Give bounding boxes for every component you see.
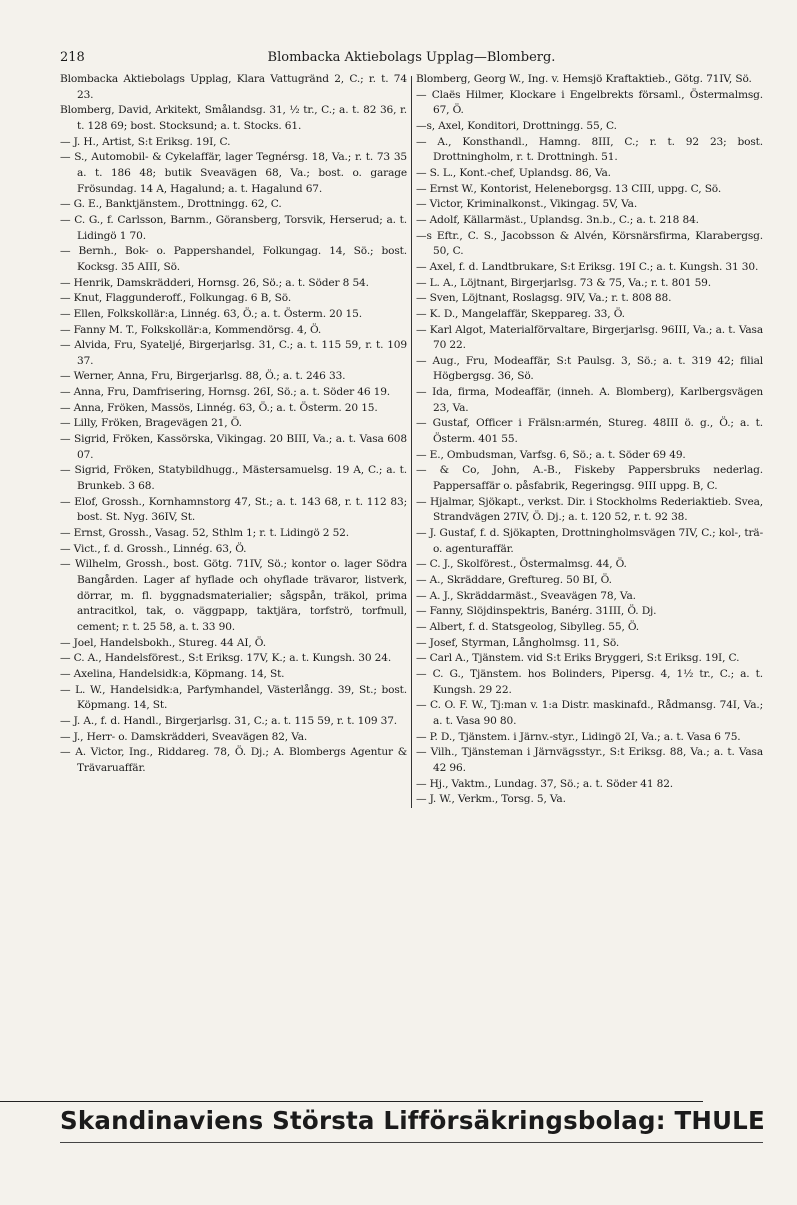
directory-entry: — Anna, Fröken, Massös, Linnég. 63, Ö.; a. t. Österm. 20 15. xyxy=(60,401,378,414)
directory-entry: — J. Gustaf, f. d. Sjökapten, Drottningholmsvägen 7IV, C.; kol-, trä- o. agenturaffär. xyxy=(416,527,763,555)
directory-columns xyxy=(60,72,763,808)
footer-rule-bottom xyxy=(60,1142,763,1143)
directory-entry: — J. H., Artist, S:t Eriksg. 19I, C. xyxy=(60,135,231,148)
directory-entry: — Vilh., Tjänsteman i Järnvägsstyr., S:t Eriksg. 88, Va.; a. t. Vasa 42 96. xyxy=(416,746,763,774)
directory-entry: — Alvida, Fru, Syateljé, Birgerjarlsg. 31, C.; a. t. 115 59, r. t. 109 37. xyxy=(60,339,407,367)
directory-entry: — Hj., Vaktm., Lundag. 37, Sö.; a. t. Söder 41 82. xyxy=(416,777,674,790)
directory-entry: — C. G., f. Carlsson, Barnm., Göransberg, Torsvik, Herserud; a. t. Lidingö 1 70. xyxy=(60,213,407,242)
directory-entry: Blomberg, David, Arkitekt, Smålandsg. 31, ½ tr., C.; a. t. 82 36, r. t. 128 69; bost. Stocksund; a. t. Stocks. 61. xyxy=(60,104,407,132)
directory-entry: — A. J., Skräddarmäst., Sveavägen 78, Va. xyxy=(416,589,636,602)
directory-entry: — A., Konsthandl., Hamng. 8III, C.; r. t. 92 23; bost. Drottningholm, r. t. Drottningh. 51. xyxy=(416,135,763,164)
directory-entry: —s, Axel, Konditori, Drottningg. 55, C. xyxy=(416,119,617,132)
directory-entry: — Fanny, Slöjdinspektris, Banérg. 31III, Ö. Dj. xyxy=(416,605,657,618)
directory-entry: — A. Victor, Ing., Riddareg. 78, Ö. Dj.; A. Blombergs Agentur & Trävaruaffär. xyxy=(60,746,407,774)
directory-entry: — Karl Algot, Materialförvaltare, Birgerjarlsg. 96III, Va.; a. t. Vasa 70 22. xyxy=(416,323,763,352)
directory-entry: — Sven, Löjtnant, Roslagsg. 9IV, Va.; r. t. 808 88. xyxy=(416,292,672,305)
directory-entry: — Axel, f. d. Landtbrukare, S:t Eriksg. 19I C.; a. t. Kungsh. 31 30. xyxy=(416,260,759,273)
directory-entry: — C. J., Skolförest., Östermalmsg. 44, Ö. xyxy=(416,558,627,571)
directory-entry: — Joel, Handelsbokh., Stureg. 44 AI, Ö. xyxy=(60,636,266,649)
directory-entry: Blombacka Aktiebolags Upplag, Klara Vattugränd 2, C.; r. t. 74 23. xyxy=(60,73,407,101)
directory-entry: — E., Ombudsman, Varfsg. 6, Sö.; a. t. Söder 69 49. xyxy=(416,448,686,461)
footer-rule-top xyxy=(0,1101,703,1102)
directory-entry: — Elof, Grossh., Kornhamnstorg 47, St.; a. t. 143 68, r. t. 112 83; bost. St. Nyg. 36IV, St. xyxy=(60,495,407,524)
directory-entry: — Ernst, Grossh., Vasag. 52, Sthlm 1; r. t. Lidingö 2 52. xyxy=(60,527,349,540)
running-title: Blombacka Aktiebolags Upplag—Blomberg. xyxy=(267,50,556,65)
directory-entry: — Bernh., Bok- o. Pappershandel, Folkungag. 14, Sö.; bost. Kocksg. 35 AIII, Sö. xyxy=(60,245,407,273)
directory-entry: — Albert, f. d. Statsgeolog, Sibylleg. 55, Ö. xyxy=(416,620,640,633)
directory-entry: — Claës Hilmer, Klockare i Engelbrekts församl., Östermalmsg. 67, Ö. xyxy=(416,88,763,117)
directory-entry: — C. O. F. W., Tj:man v. 1:a Distr. maskinafd., Rådmansg. 74I, Va.; a. t. Vasa 90 80. xyxy=(416,699,763,727)
directory-entry: — Wilhelm, Grossh., bost. Götg. 71IV, Sö.; kontor o. lager Södra Bangården. Lager af hyflade och ohyflade trävaror, listverk, dörrar, m. fl. byggnadsmaterialier; sågspån, träkol, prima antracitkol, tak, o. väggpapp, taktjära, torfströ, torfmull, cement; r. t. 25 58, a. t. 33 90. xyxy=(60,558,407,633)
directory-entry: — Aug., Fru, Modeaffär, S:t Paulsg. 3, Sö.; a. t. 319 42; filial Högbergsg. 36, Sö. xyxy=(416,354,763,383)
directory-entry: — P. D., Tjänstem. i Järnv.-styr., Lidingö 2I, Va.; a. t. Vasa 6 75. xyxy=(416,730,741,743)
directory-entry: — J. A., f. d. Handl., Birgerjarlsg. 31, C.; a. t. 115 59, r. t. 109 37. xyxy=(60,714,398,727)
directory-entry: — Sigrid, Fröken, Statybildhugg., Mästersamuelsg. 19 A, C.; a. t. Brunkeb. 3 68. xyxy=(60,464,407,493)
directory-entry: — Ida, firma, Modeaffär, (inneh. A. Blomberg), Karlbergsvägen 23, Va. xyxy=(416,386,763,414)
directory-entry: —s Eftr., C. S., Jacobsson & Alvén, Körsnärsfirma, Klarabergsg. 50, C. xyxy=(416,229,763,258)
directory-entry: — & Co, John, A.-B., Fiskeby Pappersbruks nederlag. Pappersaffär o. påsfabrik, Regeringsg. 9III uppg. B, C. xyxy=(416,464,763,493)
directory-entry: — C. G., Tjänstem. hos Bolinders, Pipersg. 4, 1½ tr., C.; a. t. Kungsh. 29 22. xyxy=(416,667,763,696)
directory-entry: — S., Automobil- & Cykelaffär, lager Tegnérsg. 18, Va.; r. t. 73 35 a. t. 186 48; butik Sveavägen 68, Va.; bost. o. garage Frösundag. 14 A, Hagalund; a. t. Hagalund 67. xyxy=(60,151,407,195)
directory-entry: — Ernst W., Kontorist, Heleneborgsg. 13 CIII, uppg. C, Sö. xyxy=(416,182,722,195)
directory-entry: — Fanny M. T., Folkskollär:a, Kommendörsg. 4, Ö. xyxy=(60,323,322,336)
directory-entry: — A., Skräddare, Greftureg. 50 BI, Ö. xyxy=(416,574,612,586)
directory-entry: — Gustaf, Officer i Frälsn:armén, Stureg. 48III ö. g., Ö.; a. t. Österm. 401 55. xyxy=(416,417,763,446)
directory-entry: — Werner, Anna, Fru, Birgerjarlsg. 88, Ö.; a. t. 246 33. xyxy=(60,370,346,383)
directory-entry: — Henrik, Damskrädderi, Hornsg. 26, Sö.; a. t. Söder 8 54. xyxy=(60,276,369,289)
column-divider xyxy=(411,76,412,808)
directory-entry: — G. E., Banktjänstem., Drottningg. 62, C. xyxy=(60,198,282,211)
directory-entry: — Anna, Fru, Damfrisering, Hornsg. 26I, Sö.; a. t. Söder 46 19. xyxy=(60,386,391,399)
directory-page xyxy=(60,46,763,808)
directory-entry: — J., Herr- o. Damskrädderi, Sveavägen 82, Va. xyxy=(60,730,308,743)
page-number: 218 xyxy=(60,50,85,65)
directory-entry: — C. A., Handelsförest., S:t Eriksg. 17V, K.; a. t. Kungsh. 30 24. xyxy=(60,652,392,665)
directory-entry: — Vict., f. d. Grossh., Linnég. 63, Ö. xyxy=(60,542,247,555)
left-column xyxy=(60,72,411,808)
directory-entry: — Josef, Styrman, Långholmsg. 11, Sö. xyxy=(416,636,620,649)
directory-entry: — Ellen, Folkskollär:a, Linnég. 63, Ö.; a. t. Österm. 20 15. xyxy=(60,307,362,320)
directory-entry: — L. W., Handelsidk:a, Parfymhandel, Västerlångg. 39, St.; bost. Köpmang. 14, St. xyxy=(60,683,407,712)
directory-entry: — K. D., Mangelaffär, Skeppareg. 33, Ö. xyxy=(416,307,625,320)
advertisement-banner: Skandinaviens Största Lifförsäkringsbolag: THULE xyxy=(60,1106,765,1135)
directory-entry: — S. L., Kont.-chef, Uplandsg. 86, Va. xyxy=(416,166,611,179)
directory-entry: Blomberg, Georg W., Ing. v. Hemsjö Kraftaktieb., Götg. 71IV, Sö. xyxy=(416,73,752,85)
directory-entry: — Carl A., Tjänstem. vid S:t Eriks Bryggeri, S:t Eriksg. 19I, C. xyxy=(416,652,740,665)
directory-entry: — Axelina, Handelsidk:a, Köpmang. 14, St. xyxy=(60,667,285,680)
page-header xyxy=(60,46,763,70)
directory-entry: — Victor, Kriminalkonst., Vikingag. 5V, Va. xyxy=(416,198,638,211)
directory-entry: — Knut, Flaggunderoff., Folkungag. 6 B, Sö. xyxy=(60,292,292,305)
directory-entry: — Sigrid, Fröken, Kassörska, Vikingag. 20 BIII, Va.; a. t. Vasa 608 07. xyxy=(60,433,407,461)
directory-entry: — L. A., Löjtnant, Birgerjarlsg. 73 & 75, Va.; r. t. 801 59. xyxy=(416,276,711,289)
directory-entry: — Hjalmar, Sjökapt., verkst. Dir. i Stockholms Rederiaktieb. Svea, Strandvägen 27IV, Ö. Dj.; a. t. 120 52, r. t. 92 38. xyxy=(416,495,763,524)
directory-entry: — Lilly, Fröken, Bragevägen 21, Ö. xyxy=(60,417,242,430)
directory-entry: — J. W., Verkm., Torsg. 5, Va. xyxy=(416,793,566,806)
right-column xyxy=(411,72,763,808)
directory-entry: — Adolf, Källarmäst., Uplandsg. 3n.b., C.; a. t. 218 84. xyxy=(416,213,699,226)
